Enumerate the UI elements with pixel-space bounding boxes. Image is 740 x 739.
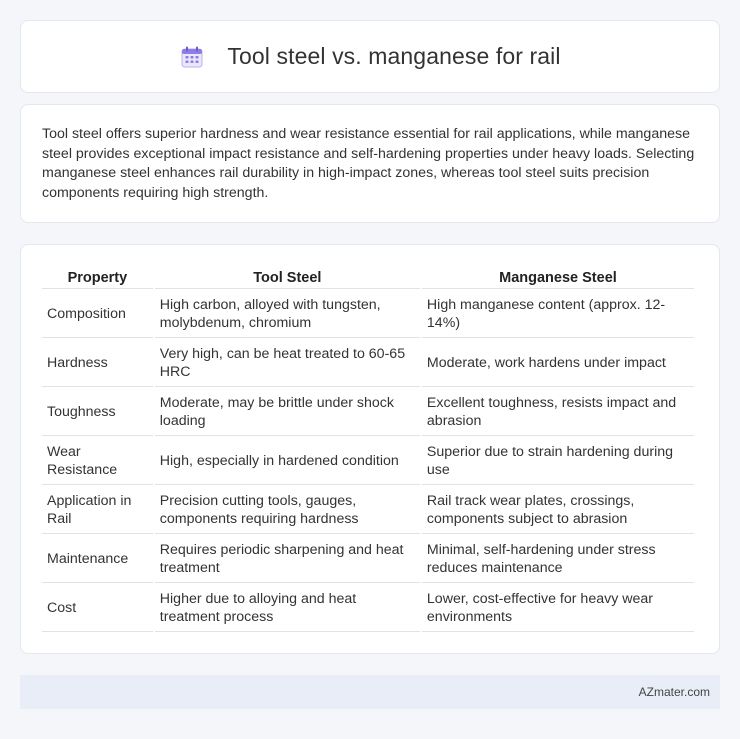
cell-tool-steel: Higher due to alloying and heat treatment process bbox=[155, 585, 420, 632]
title-card bbox=[20, 20, 720, 93]
table-row bbox=[42, 340, 694, 387]
footer bbox=[20, 675, 720, 709]
cell-manganese-steel: Moderate, work hardens under impact bbox=[422, 340, 694, 387]
comparison-table-card bbox=[20, 244, 720, 654]
table-header-row bbox=[42, 267, 694, 289]
cell-manganese-steel: Minimal, self-hardening under stress reduces maintenance bbox=[422, 536, 694, 583]
table-row bbox=[42, 389, 694, 436]
cell-tool-steel: High, especially in hardened condition bbox=[155, 438, 420, 485]
cell-property: Application in Rail bbox=[42, 487, 153, 534]
table-row bbox=[42, 487, 694, 534]
header-tool-steel: Tool Steel bbox=[155, 267, 420, 289]
cell-property: Toughness bbox=[42, 389, 153, 436]
cell-manganese-steel: Superior due to strain hardening during use bbox=[422, 438, 694, 485]
calendar-icon bbox=[179, 44, 205, 70]
cell-property: Hardness bbox=[42, 340, 153, 387]
cell-property: Cost bbox=[42, 585, 153, 632]
table-row bbox=[42, 536, 694, 583]
comparison-table bbox=[40, 265, 696, 634]
cell-tool-steel: Moderate, may be brittle under shock loading bbox=[155, 389, 420, 436]
cell-property: Wear Resistance bbox=[42, 438, 153, 485]
footer-brand[interactable]: AZmater.com bbox=[638, 685, 710, 699]
cell-tool-steel: Precision cutting tools, gauges, components requiring hardness bbox=[155, 487, 420, 534]
table-row bbox=[42, 291, 694, 338]
cell-manganese-steel: High manganese content (approx. 12-14%) bbox=[422, 291, 694, 338]
summary-text: Tool steel offers superior hardness and wear resistance essential for rail applications, while manganese steel provides exceptional impact resistance and self-hardening properties under heavy loads. Selecting manganese steel enhances rail durability in high-impact zones, whereas tool steel suits precision components requiring high strength. bbox=[42, 126, 695, 201]
page-title: Tool steel vs. manganese for rail bbox=[227, 43, 561, 69]
summary-card bbox=[20, 104, 720, 223]
cell-tool-steel: Very high, can be heat treated to 60-65 HRC bbox=[155, 340, 420, 387]
cell-tool-steel: Requires periodic sharpening and heat treatment bbox=[155, 536, 420, 583]
table-row bbox=[42, 585, 694, 632]
cell-property: Maintenance bbox=[42, 536, 153, 583]
header-property: Property bbox=[42, 267, 153, 289]
cell-manganese-steel: Excellent toughness, resists impact and abrasion bbox=[422, 389, 694, 436]
header-manganese-steel: Manganese Steel bbox=[422, 267, 694, 289]
cell-tool-steel: High carbon, alloyed with tungsten, molybdenum, chromium bbox=[155, 291, 420, 338]
cell-manganese-steel: Lower, cost-effective for heavy wear environments bbox=[422, 585, 694, 632]
cell-property: Composition bbox=[42, 291, 153, 338]
table-row bbox=[42, 438, 694, 485]
cell-manganese-steel: Rail track wear plates, crossings, components subject to abrasion bbox=[422, 487, 694, 534]
